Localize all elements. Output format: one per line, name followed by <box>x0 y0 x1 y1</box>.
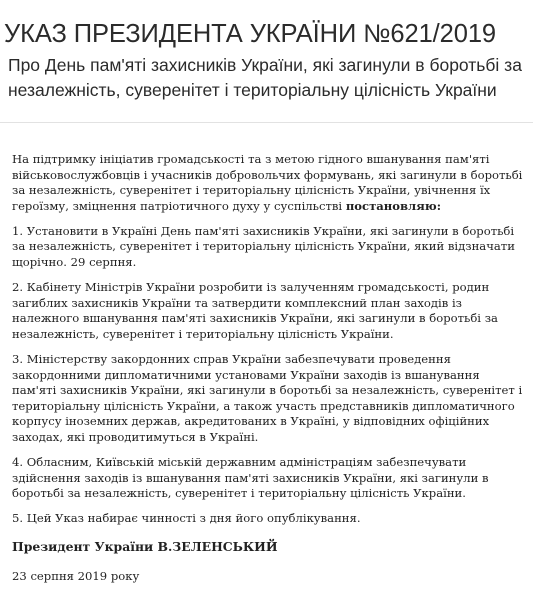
decree-item-4: 4. Обласним, Київській міській державним адміністраціям забезпечувати здійснення заходів із вшанування пам'яті захисників України, які загинули в боротьбі за незалежність, суверенітет і територіальну цілісність України. <box>12 455 489 501</box>
decree-date: 23 серпня 2019 року <box>12 568 140 583</box>
divider <box>0 122 533 123</box>
page-title: УКАЗ ПРЕЗИДЕНТА УКРАЇНИ №621/2019 <box>4 20 496 49</box>
signature: Президент України В.ЗЕЛЕНСЬКИЙ <box>12 538 278 554</box>
preamble-text: На підтримку ініціатив громадськості та з метою гідного вшанування пам'яті військовослужбовців і учасників добровольчих формувань, які загинули в боротьбі за незалежність, суверенітет і територіальну цілісність України, увічнення їх героїзму, зміцнення патріотичного духу у суспільстві <box>12 152 523 213</box>
preamble-bold: постановляю: <box>345 198 441 213</box>
decree-item-2: 2. Кабінету Міністрів України розробити із залученням громадськості, родин загиблих захисників України та затвердити комплексний план заходів із належного вшанування пам'яті захисників України, які загинули в боротьбі за незалежність, суверенітет і територіальну цілісність України. <box>12 280 498 341</box>
decree-item-1: 1. Установити в Україні День пам'яті захисників України, які загинули в боротьбі за незалежність, суверенітет і територіальну цілісність України, який відзначати щорічно. 29 серпня. <box>12 223 515 270</box>
decree-item-3: 3. Міністерству закордонних справ України забезпечувати проведення закордонними дипломатичними установами України заходів із вшанування пам'яті захисників України, які загинули в боротьбі за незалежність, суверенітет і територіальну цілісність України, а також участь представників дипломатичного корпусу іноземних держав, акредитованих в Україні, у відповідних офіційних заходах, які проводитимуться в Україні. <box>12 352 523 444</box>
decree-body <box>12 152 524 594</box>
page-subtitle: Про День пам'яті захисників України, які загинули в боротьбі за незалежність, суверенітет і територіальну цілісність України <box>8 55 522 100</box>
preamble <box>12 152 524 214</box>
decree-item-5: 5. Цей Указ набирає чинності з дня його опублікування. <box>12 511 361 526</box>
